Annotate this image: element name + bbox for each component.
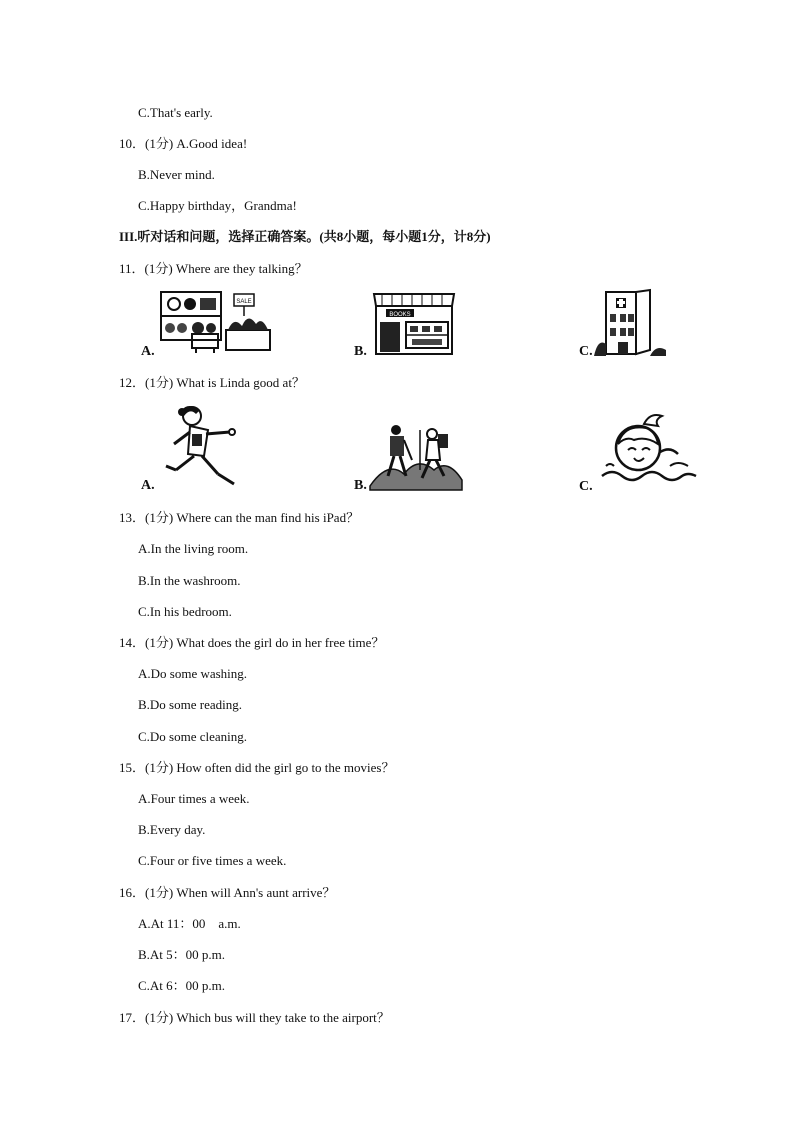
q11-picture-c-hospital (592, 288, 668, 358)
q16-option-a: A.At 11：00 a.m. (138, 916, 241, 931)
shop-sign-text: BOOKS (389, 312, 411, 318)
q14-question: 14．(1分) What does the girl do in her free time？ (119, 635, 385, 650)
q11-label-a: A. (141, 344, 155, 359)
q15-option-a: A.Four times a week. (138, 791, 250, 806)
sale-sign-text: SALE (236, 299, 252, 305)
q11-label-b: B. (354, 344, 367, 359)
q14-option-a: A.Do some washing. (138, 666, 248, 681)
q11-label-c: C. (579, 344, 593, 359)
q10-with-option-a: 10．(1分) A.Good idea! (119, 136, 248, 151)
q14-option-b: B.Do some reading. (138, 697, 242, 712)
q15-option-b: B.Every day. (138, 822, 206, 837)
q12-label-c: C. (579, 479, 593, 494)
q11-question: 11．(1分) Where are they talking？ (119, 261, 308, 276)
q13-option-a: A.In the living room. (138, 541, 249, 556)
q16-option-c: C.At 6：00 p.m. (138, 978, 226, 993)
q10-option-c: C.Happy birthday，Grandma! (138, 198, 297, 213)
q12-label-a: A. (141, 478, 155, 493)
q16-option-b: B.At 5：00 p.m. (138, 947, 226, 962)
q10-option-b: B.Never mind. (138, 167, 215, 182)
q9-option-c: C.That's early. (138, 105, 213, 120)
q13-question: 13．(1分) Where can the man find his iPad？ (119, 510, 360, 525)
q12-picture-c-swimming (600, 410, 698, 490)
q11-picture-a-supermarket (158, 290, 276, 356)
q14-option-c: C.Do some cleaning. (138, 729, 248, 744)
q12-picture-a-running (160, 404, 242, 490)
q12-question: 12．(1分) What is Linda good at？ (119, 375, 305, 390)
section-3-heading: III.听对话和问题，选择正确答案。(共8小题，每小题1分，计8分) (119, 229, 491, 244)
q12-picture-b-hiking (368, 420, 464, 492)
q15-option-c: C.Four or five times a week. (138, 853, 287, 868)
q11-picture-b-bookstore (372, 292, 456, 356)
q15-question: 15．(1分) How often did the girl go to the movies？ (119, 760, 395, 775)
q12-label-b: B. (354, 478, 367, 493)
q13-option-b: B.In the washroom. (138, 573, 241, 588)
q17-question: 17．(1分) Which bus will they take to the airport？ (119, 1010, 390, 1025)
q13-option-c: C.In his bedroom. (138, 604, 232, 619)
q16-question: 16．(1分) When will Ann's aunt arrive？ (119, 885, 336, 900)
